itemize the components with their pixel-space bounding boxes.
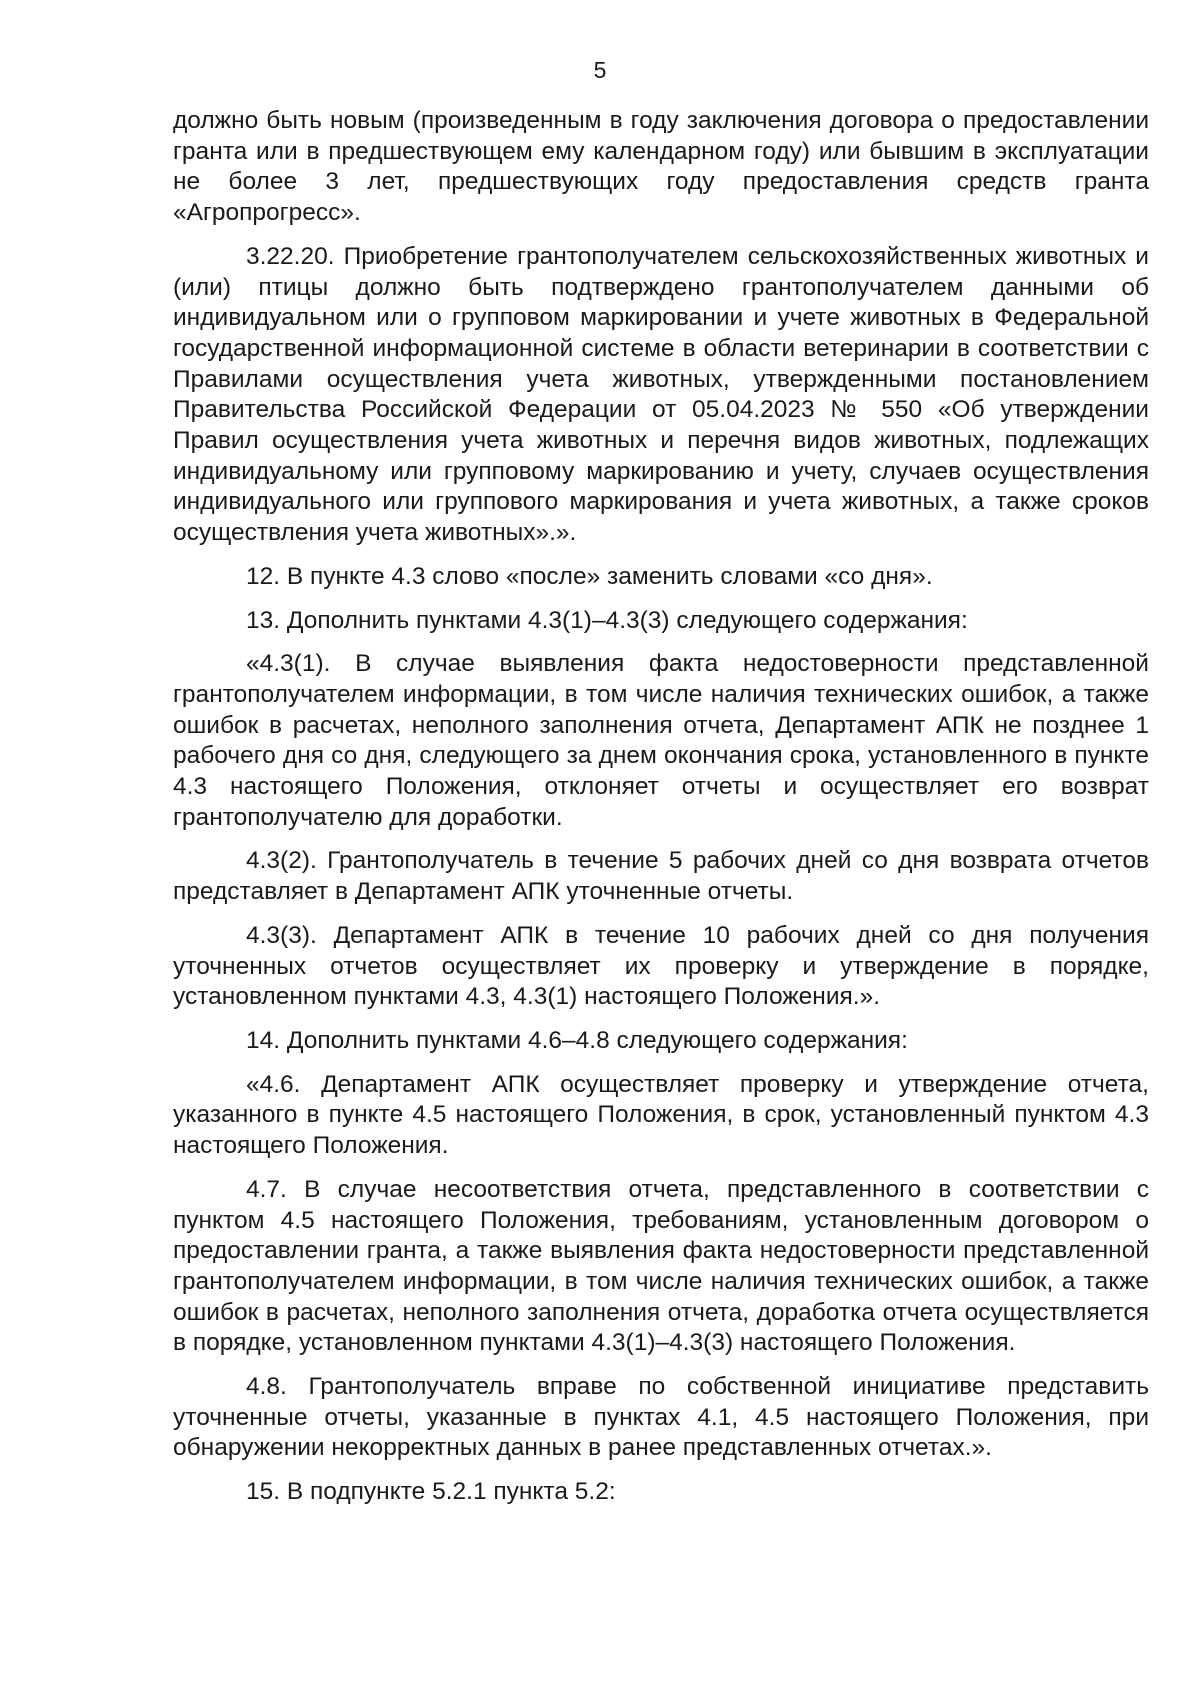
- paragraph-item-14: 14. Дополнить пунктами 4.6–4.8 следующего содержания:: [246, 1026, 908, 1054]
- paragraph-item-12: 12. В пункте 4.3 слово «после» заменить словами «со дня».: [246, 562, 933, 590]
- paragraph-4-3-2: 4.3(2). Грантополучатель в течение 5 рабочих дней со дня возврата отчетов представляет в Департамент АПК уточненные отчеты.: [173, 847, 1149, 906]
- paragraph-4-3-3: 4.3(3). Департамент АПК в течение 10 рабочих дней со дня получения уточненных отчетов осуществляет их проверку и утверждение в порядке, установленном пунктами 4.3, 4.3(1) настоящего Положения.».: [173, 921, 1149, 1011]
- paragraph-continuation: должно быть новым (произведенным в году заключения договора о предоставлении гранта или в предшествующем ему календарном году) или бывшим в эксплуатации не более 3 лет, предшествующих году предоставления средств гранта «Агропрогресс».: [173, 107, 1149, 227]
- paragraph-4-8: 4.8. Грантополучатель вправе по собственной инициативе представить уточненные отчеты, указанные в пунктах 4.1, 4.5 настоящего Положения, при обнаружении некорректных данных в ранее представленных отчетах.».: [173, 1373, 1149, 1462]
- paragraph-4-3-1: «4.3(1). В случае выявления факта недостоверности представленной грантополучателем информации, в том числе наличия технических ошибок, а также ошибок в расчетах, неполного заполнения отчета, Департамент АПК не позднее 1 рабочего дня со дня, следующего за днем окончания срока, установленного в пункте 4.3 настоящего Положения, отклоняет отчеты и осуществляет его возврат грантополучателю для доработки.: [173, 650, 1149, 831]
- paragraph-item-13: 13. Дополнить пунктами 4.3(1)–4.3(3) следующего содержания:: [246, 606, 968, 634]
- page-number: 5: [593, 57, 607, 83]
- document-body: [173, 106, 1149, 1521]
- paragraph-item-15: 15. В подпункте 5.2.1 пункта 5.2:: [246, 1478, 616, 1506]
- paragraph-3-22-20: 3.22.20. Приобретение грантополучателем сельскохозяйственных животных и (или) птицы должно быть подтверждено грантополучателем данными об индивидуальном или о групповом маркировании и учете животных в Федеральной государственной информационной системе в области ветеринарии в соответствии с Правилами осуществления учета животных, утвержденными постановлением Правительства Российской Федерации от 05.04.2023 № 550 «Об утверждении Правил осуществления учета животных и перечня видов животных, подлежащих индивидуальному или групповому маркированию и учету, случаев осуществления индивидуального или группового маркирования и учета животных, а также сроков осуществления учета животных».».: [173, 242, 1149, 547]
- paragraph-4-7: 4.7. В случае несоответствия отчета, представленного в соответствии с пунктом 4.5 настоящего Положения, требованиям, установленным договором о предоставлении гранта, а также выявления факта недостоверности представленной грантополучателем информации, в том числе наличия технических ошибок, а также ошибок в расчетах, неполного заполнения отчета, доработка отчета осуществляется в порядке, установленном пунктами 4.3(1)–4.3(3) настоящего Положения.: [173, 1175, 1149, 1357]
- paragraph-4-6: «4.6. Департамент АПК осуществляет проверку и утверждение отчета, указанного в пункте 4.5 настоящего Положения, в срок, установленный пунктом 4.3 настоящего Положения.: [173, 1070, 1149, 1160]
